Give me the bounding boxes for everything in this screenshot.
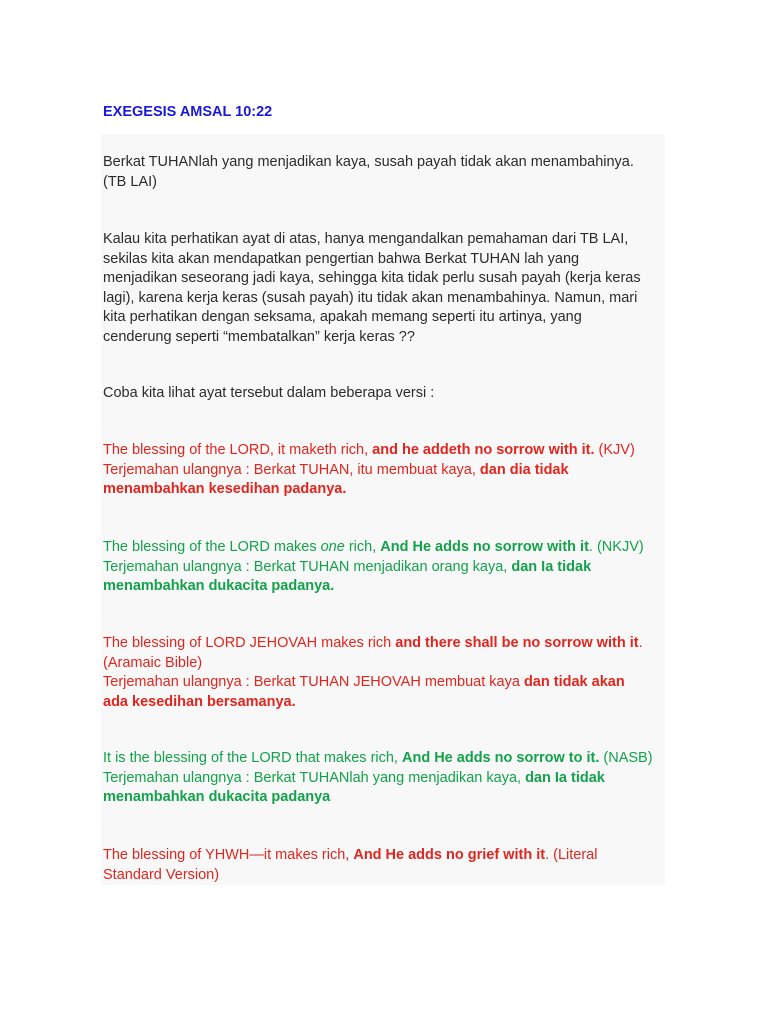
commentary-line: cenderung seperti “membatalkan” kerja keras ??: [103, 328, 415, 345]
nkjv-verse-italic: one: [320, 539, 345, 555]
lsv-block: [103, 846, 663, 885]
commentary-line: Kalau kita perhatikan ayat di atas, hanya mengandalkan pemahaman dari TB LAI,: [103, 231, 629, 247]
nasb-translation-emphasis-cont: menambahkan dukacita padanya: [103, 789, 331, 805]
lsv-verse-emphasis: And He adds no grief with it: [353, 847, 546, 863]
document-title: EXEGESIS AMSAL 10:22: [103, 104, 273, 120]
aramaic-verse-end: .: [638, 635, 643, 651]
aramaic-verse-emphasis: and there shall be no sorrow with it: [395, 635, 639, 651]
nkjv-verse-emphasis: And He adds no sorrow with it: [380, 539, 589, 555]
versions-intro-text: Coba kita lihat ayat tersebut dalam beberapa versi :: [103, 385, 435, 401]
nasb-verse-start: It is the blessing of the LORD that makes rich,: [103, 750, 402, 766]
intro-source: (TB LAI): [103, 173, 157, 190]
aramaic-translation-emphasis: dan tidak akan: [523, 674, 625, 690]
nasb-translation-emphasis: dan Ia tidak: [525, 769, 605, 786]
nkjv-version-label: . (NKJV): [588, 539, 644, 555]
lsv-verse-start: The blessing of YHWH—it makes rich,: [103, 847, 354, 863]
commentary-line: sekilas kita akan mendapatkan pengertian bahwa Berkat TUHAN lah yang: [103, 250, 580, 267]
aramaic-verse-start: The blessing of LORD JEHOVAH makes rich: [103, 635, 396, 651]
versions-intro: [103, 384, 663, 404]
nkjv-verse-start: The blessing of the LORD makes: [103, 539, 321, 555]
kjv-translation-emphasis: dan dia tidak: [479, 461, 569, 478]
commentary-paragraph: [103, 230, 663, 347]
commentary-line: menjadikan seseorang jadi kaya, sehingga kita tidak perlu susah payah (kerja keras: [103, 270, 641, 286]
nkjv-translation-emphasis: dan Ia tidak: [511, 558, 592, 575]
commentary-line: kita perhatikan dengan seksama, apakah memang seperti itu artinya, yang: [103, 309, 582, 325]
lsv-version-label-cont: Standard Version): [103, 866, 220, 883]
commentary-line: lagi), karena kerja keras (susah payah) itu tidak akan menambahinya. Namun, mari: [103, 289, 638, 306]
kjv-translation-emphasis-cont: menambahkan kesedihan padanya.: [103, 481, 347, 497]
aramaic-version-label: (Aramaic Bible): [103, 654, 203, 671]
nkjv-block: [103, 538, 663, 597]
intro-verse: [103, 153, 663, 192]
kjv-version-label: (KJV): [594, 442, 635, 458]
kjv-verse-start: The blessing of the LORD, it maketh rich,: [103, 442, 373, 458]
aramaic-translation-emphasis-cont: ada kesedihan bersamanya.: [103, 693, 296, 710]
intro-line: Berkat TUHANlah yang menjadikan kaya, susah payah tidak akan menambahinya.: [103, 154, 634, 170]
nasb-verse-emphasis: And He adds no sorrow to it.: [402, 750, 600, 766]
kjv-translation-start: Terjemahan ulangnya : Berkat TUHAN, itu membuat kaya,: [103, 461, 480, 478]
aramaic-translation-start: Terjemahan ulangnya : Berkat TUHAN JEHOVAH membuat kaya: [103, 674, 524, 690]
nasb-version-label: (NASB): [599, 750, 653, 766]
nkjv-translation-start: Terjemahan ulangnya : Berkat TUHAN menjadikan orang kaya,: [103, 558, 512, 575]
nasb-block: [103, 749, 663, 808]
nkjv-translation-emphasis-cont: menambahkan dukacita padanya.: [103, 578, 335, 594]
kjv-block: [103, 441, 663, 500]
aramaic-block: [103, 634, 663, 712]
nkjv-verse-mid: rich,: [344, 539, 381, 555]
kjv-verse-emphasis: and he addeth no sorrow with it.: [372, 442, 595, 458]
nasb-translation-start: Terjemahan ulangnya : Berkat TUHANlah yang menjadikan kaya,: [103, 769, 526, 786]
lsv-version-label: . (Literal: [545, 847, 598, 863]
